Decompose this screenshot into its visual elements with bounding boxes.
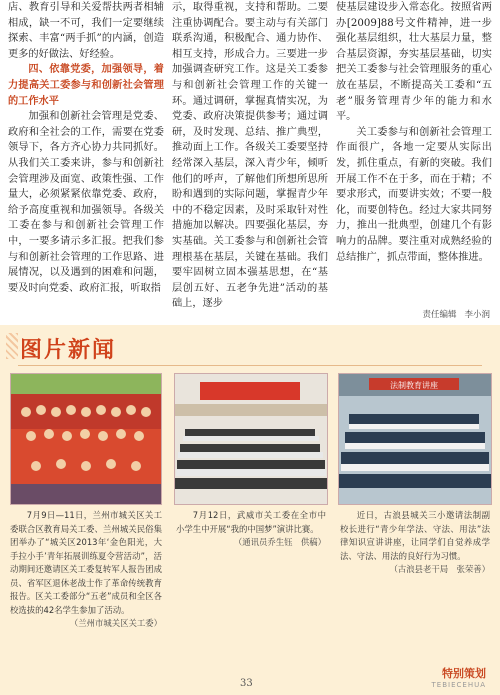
paragraph: 关工委参与和创新社会管理工作面很广，各地一定要从实际出发，抓住重点，有新的突破。我们开展工作不在于多，而在于精；不要求形式，而要讲实效；不要一般化，而要创特色。经过大家共同努力，推出一批典型，创建几个有影响力的品牌。要注重对成熟经验的总结推广，抓点带面，整体推进。	[336, 126, 492, 263]
editor-name: 李小润	[464, 310, 490, 320]
paragraph: 示，取得重视，支持和帮助。二要注重协调配合。要主动与有关部门联系沟通，积极配合、通力协作、相互支持，形成合力。三要进一步加强调查研究工作。这是关工委参与和创新社会管理工作的关键一环。通过调研，掌握真情实况，为党委、政府决策提供参考；通过调研，及时发现、总结、推广典型，推动面上工作。各级关工委要坚持经常深入基层，深入青少年，倾听他们的呼声，了解他们所想所思所盼和遇到的实际问题，掌握青少年中的不稳定因素，及时采取针对性措施加以解决。四要强化基层，夯实基础。关工委参与和创新社会管理根基在基层，关键在基础。我们要牢固树立固本强基思想，在“基层创五好、五老争先进”活动的基础上，逐步	[172, 2, 328, 310]
paragraph: 店、教育引导和关爱帮扶两者相辅相成，缺一不可，我们一定要继续探索、丰富“两手抓”的内涵，创造更多的好做法、好经验。	[8, 2, 164, 60]
photo-group-students	[10, 373, 162, 505]
caption-source: （兰州市城关区关工委）	[69, 618, 162, 628]
caption-text: 7月9日—11日，兰州市城关区关工委联合区教育局关工委、兰州城关民俗集团举办了“城关区2013年‘金色阳光，大手拉小手’青年拓展训练夏令营活动”，活动期间还邀请区关工委复转军人报告团成员、省军区退休老战士作了革命传统教育报告。区关工委部分“五老”成员和全区各校选拔的42名学生参加了活动。	[10, 510, 162, 615]
photo-law-lecture	[338, 373, 492, 505]
editor-label: 责任编辑	[422, 310, 457, 320]
article-body	[8, 0, 492, 322]
caption-text: 7月12日，武威市关工委在全市中小学生中开展“我的中国梦”演讲比赛。	[176, 510, 326, 534]
caption-3	[340, 509, 490, 577]
caption-2	[176, 509, 326, 550]
editor-credit	[414, 308, 490, 320]
caption-source: （通讯员乔生钰 供稿）	[233, 537, 326, 547]
section-heading: 四、依靠党委，加强领导，着力提高关工委参与和创新社会管理的工作水平	[8, 64, 164, 107]
banner-text: 法制教育讲座	[390, 381, 438, 390]
brand-subtitle: TEBIECEHUA	[431, 681, 486, 689]
article-column-3	[336, 0, 492, 322]
photo-news-section	[0, 325, 500, 695]
caption-source: （古浪县老干局 张荣善）	[389, 564, 490, 574]
divider	[18, 365, 482, 366]
caption-text: 近日，古浪县城关三小邀请法制副校长进行“青少年学法、守法、用法”法律知识宣讲讲座，让同学们自觉养成学法、守法、用法的良好行为习惯。	[340, 510, 490, 561]
caption-1	[10, 509, 162, 631]
brand-title: 特别策划	[442, 667, 486, 680]
section-title: 图片新闻	[20, 337, 117, 363]
photo-speech-contest	[174, 373, 328, 505]
article-column-1	[8, 0, 164, 322]
paragraph: 加强和创新社会管理是党委、政府和全社会的工作，需要在党委领导下，各方齐心协力共同抓好。从我们关工委来讲，参与和创新社会管理涉及面宽、政策性强、工作量大，必须紧紧依靠党委、政府，给予高度重视和加强领导。各级关工委在参与和创新社会管理工作中，一要多请示多汇报。把我们参与和创新社会管理的工作思路、进展情况，以及遇到的困难和问题，要及时向党委、政府汇报，听取指	[8, 111, 164, 294]
article-column-2	[172, 0, 328, 322]
paragraph: 使基层建设步入常态化。按照省两办[2009]88号文件精神，进一步强化基层组织，壮大基层力量，整合基层资源，夯实基层基础，切实把关工委参与社会管理服务的重心放在基层，不断提高关工委和“五老”服务管理青少年的能力和水平。	[336, 2, 492, 123]
decorative-stripe	[6, 333, 18, 359]
page-number: 33	[240, 678, 253, 689]
section-brand	[432, 665, 486, 689]
